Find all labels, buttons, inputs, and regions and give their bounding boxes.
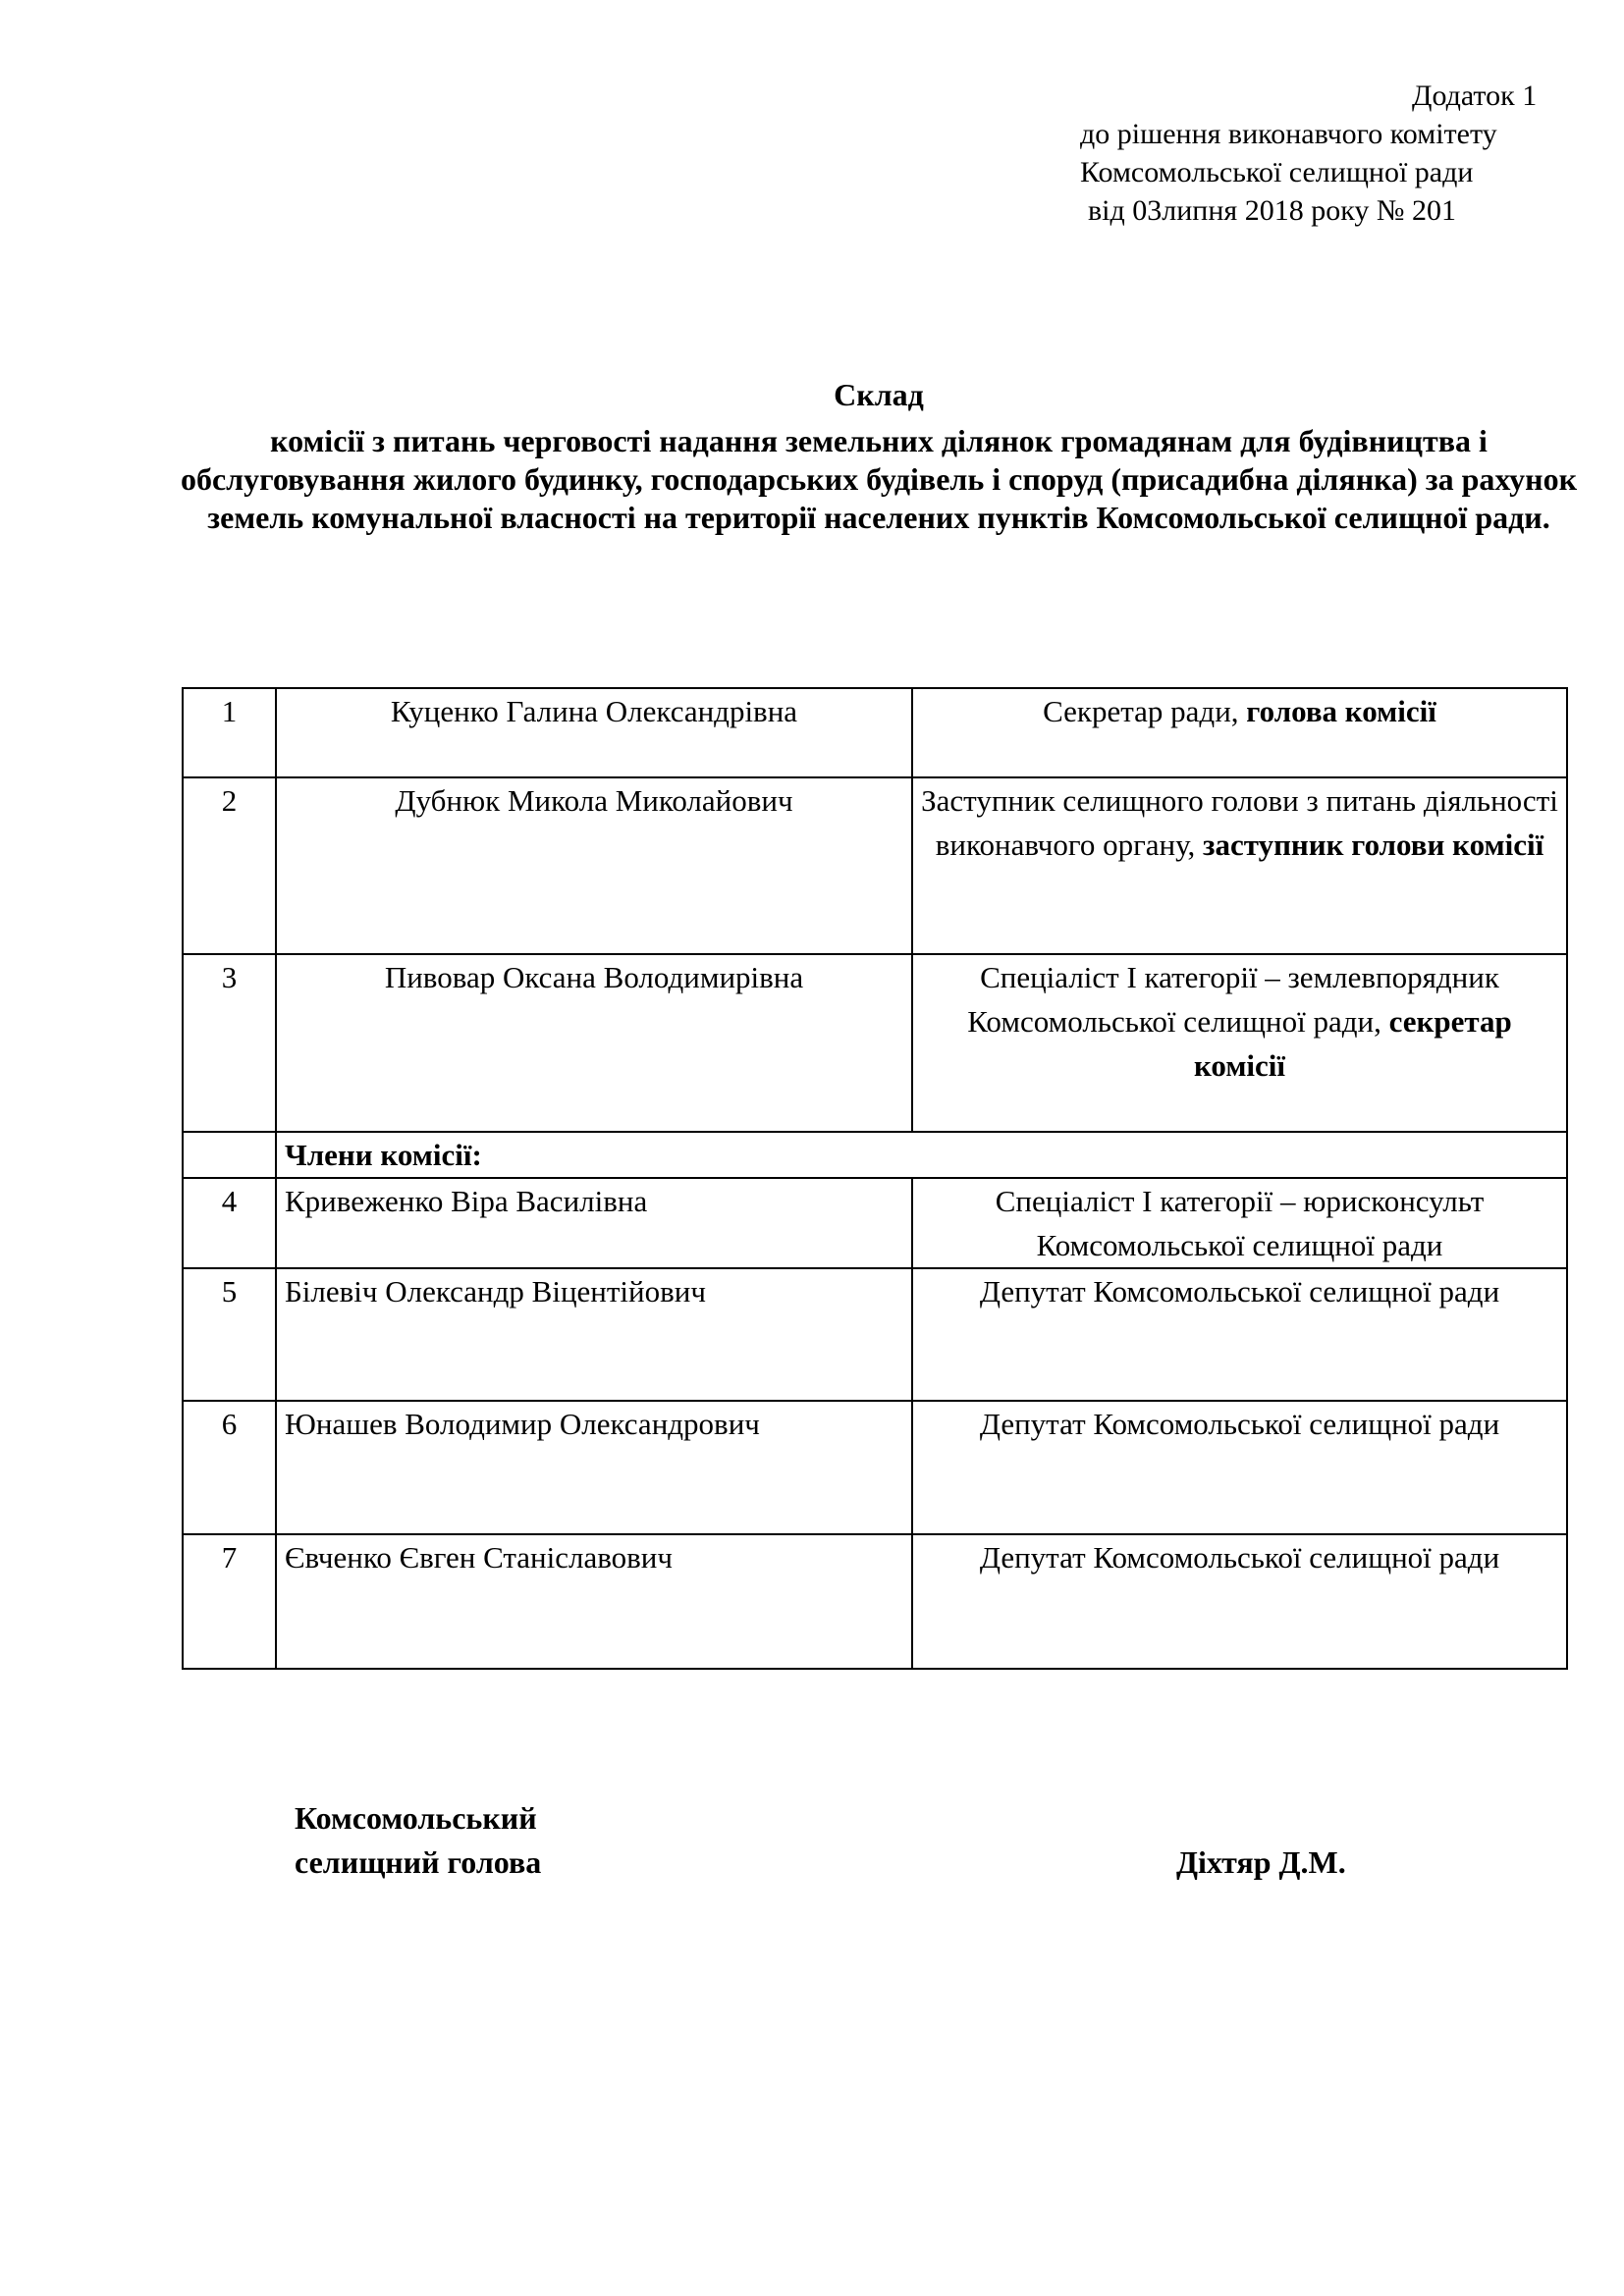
- member-role-bold: секретар комісії: [1193, 1004, 1512, 1083]
- table-row: [183, 954, 1567, 1132]
- member-name: Юнашев Володимир Олександрович: [276, 1401, 912, 1534]
- table-row: [183, 688, 1567, 777]
- row-number: 5: [183, 1268, 276, 1401]
- member-role: Спеціаліст І категорії – землевпорядник Комсомольської селищної ради, секретар комісії: [912, 954, 1567, 1132]
- table-row: [183, 1178, 1567, 1268]
- table-row-section-header: [183, 1132, 1567, 1178]
- signature-name: Діхтяр Д.М.: [1176, 1844, 1346, 1880]
- row-number: 4: [183, 1178, 276, 1268]
- member-name: Куценко Галина Олександрівна: [276, 688, 912, 777]
- row-number: 7: [183, 1534, 276, 1669]
- member-name: Дубнюк Микола Миколайович: [276, 777, 912, 954]
- table-row: [183, 1268, 1567, 1401]
- appendix-line-3: Комсомольської селищної ради: [1080, 156, 1474, 188]
- appendix-line-4: від 03липня 2018 року № 201: [1088, 194, 1456, 227]
- members-header: Члени комісії:: [276, 1132, 1567, 1178]
- member-role: Депутат Комсомольської селищної ради: [912, 1401, 1567, 1534]
- member-role: Депутат Комсомольської селищної ради: [912, 1268, 1567, 1401]
- member-role-bold: голова комісії: [1246, 694, 1436, 728]
- member-name: Євченко Євген Станіславович: [276, 1534, 912, 1669]
- appendix-line-1: Додаток 1: [1412, 80, 1538, 112]
- member-role: Заступник селищного голови з питань діяльності виконавчого органу, заступник голови комісії: [912, 777, 1567, 954]
- row-number: 3: [183, 954, 276, 1132]
- document-subtitle: комісії з питань черговості надання земельних ділянок громадянам для будівництва і обслуговування жилого будинку, господарських будівель і споруд (присадибна ділянка) за рахунок земель комунальної власності на території населених пунктів Комсомольської селищної ради.: [180, 423, 1578, 535]
- row-number: 1: [183, 688, 276, 777]
- member-name: Кривеженко Віра Василівна: [276, 1178, 912, 1268]
- appendix-block: [982, 77, 1591, 230]
- member-role: Спеціаліст І категорії – юрисконсульт Комсомольської селищної ради: [912, 1178, 1567, 1268]
- appendix-line-2: до рішення виконавчого комітету: [1080, 118, 1497, 150]
- row-number: 2: [183, 777, 276, 954]
- table-row: [183, 1401, 1567, 1534]
- member-role: Депутат Комсомольської селищної ради: [912, 1534, 1567, 1669]
- row-number: 6: [183, 1401, 276, 1534]
- committee-table: [182, 687, 1568, 1670]
- table-row: [183, 1534, 1567, 1669]
- signature-position-line-2: селищний голова: [295, 1844, 542, 1880]
- member-role-bold: заступник голови комісії: [1203, 828, 1544, 862]
- member-name: Білевіч Олександр Віцентійович: [276, 1268, 912, 1401]
- table-row: [183, 777, 1567, 954]
- document-title: Склад: [834, 377, 924, 412]
- member-name: Пивовар Оксана Володимирівна: [276, 954, 912, 1132]
- member-role: Секретар ради, голова комісії: [912, 688, 1567, 777]
- signature-position-line-1: Комсомольський: [295, 1800, 537, 1836]
